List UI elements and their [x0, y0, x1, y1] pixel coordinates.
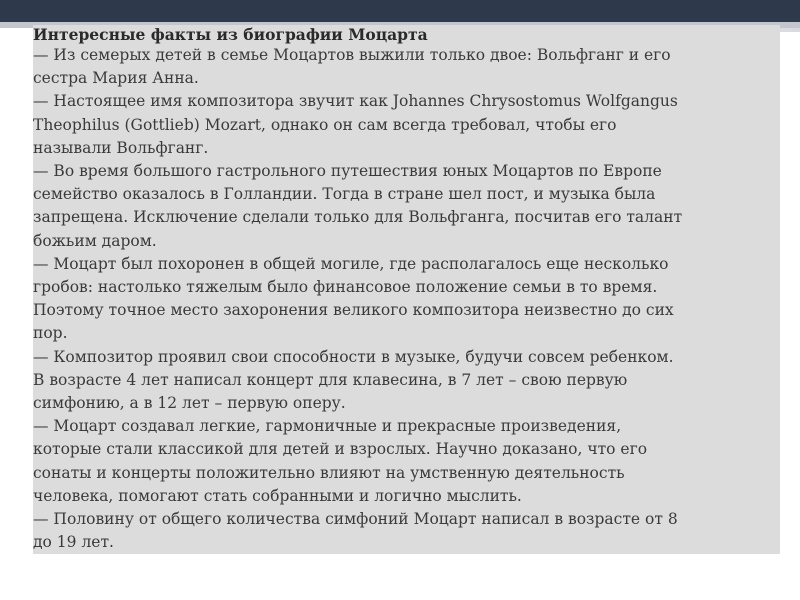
- text-line: — Моцарт был похоронен в общей могиле, где располагалось еще несколько: [33, 254, 669, 273]
- text-line: симфонию, а в 12 лет – первую оперу.: [33, 394, 346, 413]
- text-line: сестра Мария Анна.: [33, 69, 199, 88]
- text-line: запрещена. Исключение сделали только для Вольфганга, посчитав его талант: [33, 208, 683, 227]
- text-line: — Композитор проявил свои способности в музыке, будучи совсем ребенком.: [33, 347, 674, 366]
- text-line: — Моцарт создавал легкие, гармоничные и прекрасные произведения,: [33, 417, 622, 436]
- text-line: В возрасте 4 лет написал концерт для клавесина, в 7 лет – свою первую: [33, 370, 628, 389]
- text-line: божьим даром.: [33, 231, 157, 250]
- text-line: которые стали классикой для детей и взрослых. Научно доказано, что его: [33, 440, 648, 459]
- text-line: до 19 лет.: [33, 533, 114, 552]
- text-line: семейство оказалось в Голландии. Тогда в стране шел пост, и музыка была: [33, 185, 656, 204]
- slide-title: Интересные факты из биографии Моцарта: [33, 25, 428, 44]
- text-line: гробов: настолько тяжелым было финансовое положение семьи в то время.: [33, 278, 658, 297]
- text-line: называли Вольфганг.: [33, 138, 209, 157]
- text-line: — Половину от общего количества симфоний Моцарт написал в возрасте от 8: [33, 510, 678, 529]
- text-line: Theophilus (Gottlieb) Mozart, однако он сам всегда требовал, чтобы его: [33, 115, 617, 134]
- text-line: сонаты и концерты положительно влияют на умственную деятельность: [33, 463, 625, 482]
- text-line: — Во время большого гастрольного путешествия юных Моцартов по Европе: [33, 162, 662, 181]
- text-line: пор.: [33, 324, 68, 343]
- text-line: — Настоящее имя композитора звучит как Johannes Chrysostomus Wolfgangus: [33, 92, 678, 111]
- text-line: Поэтому точное место захоронения великого композитора неизвестно до сих: [33, 301, 674, 320]
- header-bar: [0, 0, 800, 22]
- text-box: [33, 25, 780, 554]
- text-line: — Из семерых детей в семье Моцартов выжили только двое: Вольфганг и его: [33, 46, 671, 64]
- text-line: человека, помогают стать собранными и логично мыслить.: [33, 486, 522, 505]
